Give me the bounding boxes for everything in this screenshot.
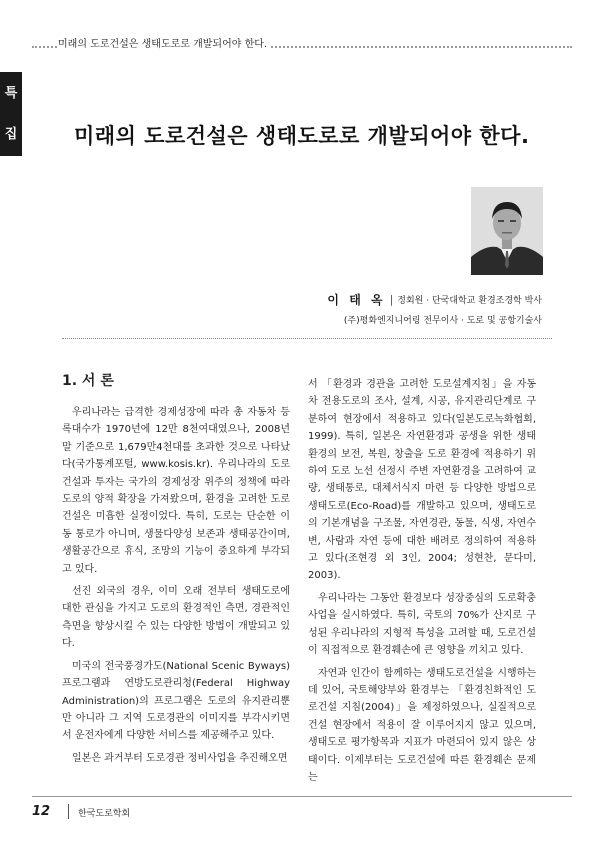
body-paragraph: 우리나라는 급격한 경제성장에 따라 총 자동차 등록대수가 1970년에 12만 8천여대였으나, 2008년 말 기준으로 1,679만4천대를 초과한 것으로 나타났다(국가통계포털, www.kosis.kr). 우리나라의 도로건설과 투자는 국가의 경제성장 위주의 정책에 따라 도로의 양적 확장을 가져왔으며, 환경을 고려한 도로건설은 미흡한 실정이었다. 특히, 도로는 단순한 이동 통로가 아니며, 생물다양성 보존과 생태공간이며, 생활공간으로 휴식, 조망의 기능이 중요하게 부각되고 있다. bbox=[62, 407, 290, 575]
right-column bbox=[308, 376, 536, 791]
left-column bbox=[62, 372, 290, 772]
article-title: 미래의 도로건설은 생태도로로 개발되어야 한다. bbox=[74, 124, 530, 148]
section-heading: 1. 서 론 bbox=[62, 373, 114, 389]
footer-rule bbox=[32, 796, 572, 797]
author-portrait-icon bbox=[471, 187, 543, 275]
body-paragraph: 일본은 과거부터 도로경관 정비사업을 추진해오면 bbox=[72, 752, 288, 764]
page-number: 12 bbox=[32, 804, 51, 819]
author-affiliation-1: 정회원 · 단국대학교 환경조경학 박사 bbox=[397, 296, 542, 306]
side-tab-char-2: 집 bbox=[4, 127, 18, 142]
footer-separator bbox=[68, 804, 69, 819]
running-header-text: 미래의 도로건설은 생태도로로 개발되어야 한다. bbox=[58, 38, 271, 52]
body-paragraph: 우리나라는 그동안 환경보다 성장중심의 도로확충사업을 실시하였다. 특히, 국토의 70%가 산지로 구성된 우리나라의 지형적 특성을 고려할 때, 도로건설이 직접적으로 환경훼손에 큰 영향을 끼치고 있다. bbox=[308, 592, 536, 657]
author-affiliation-2: (주)평화엔지니어링 전무이사 · 도로 및 공항기술사 bbox=[343, 316, 542, 326]
author-name: 이 태 옥 bbox=[327, 293, 386, 307]
title-divider bbox=[62, 338, 552, 339]
author-photo bbox=[471, 187, 543, 275]
author-block bbox=[327, 289, 542, 326]
running-header bbox=[32, 38, 572, 52]
body-paragraph: 서 「환경과 경관을 고려한 도로설계지침」을 자동차 전용도로의 조사, 설계, 시공, 유지관리단계로 구분하여 현장에서 적용하고 있다(일본도로녹화협회, 1999). 특히, 일본은 자연환경과 공생을 위한 생태환경의 보전, 복원, 창출을 도로 환경에 적용하기 위하여 도로 노선 선정시 주변 자연환경을 고려하여 교량, 생태통로, 대체서식지 마련 등 다양한 방법으로 생태도로(Eco-Road)를 개발하고 있으며, 생태도로의 기본개념을 구조물, 자연경관, 동물, 식생, 자연수변, 사람과 자연 등에 대한 배려로 정의하여 적용하고 있다(조현경 외 3인, 2004; 성현찬, 문다미, 2003). bbox=[308, 379, 536, 582]
section-side-tab bbox=[0, 72, 22, 156]
side-tab-char-1: 특 bbox=[4, 86, 18, 101]
body-paragraph: 선진 외국의 경우, 이미 오래 전부터 생태도로에 대한 관심을 가지고 도로의 환경적인 측면, 경관적인 측면을 향상시킬 수 있는 다양한 방법이 개발되고 있다. bbox=[62, 586, 290, 650]
page-footer bbox=[32, 796, 572, 819]
author-separator: | bbox=[389, 293, 394, 306]
journal-name: 한국도로학회 bbox=[78, 809, 131, 819]
body-paragraph: 미국의 전국풍경가도(National Scenic Byways) 프로그램과 연방도로관리청(Federal Highway Administration)의 프로그램은 도로의 유지관리뿐만 아니라 그 지역 도로경관의 이미지를 부각시키면서 운전자에게 다양한 서비스를 제공해주고 있다. bbox=[62, 660, 290, 742]
body-paragraph: 자연과 인간이 함께하는 생태도로건설을 시행하는데 있어, 국토해양부와 환경부는 「환경친화적인 도로건설 지침(2004)」을 제정하였으나, 실질적으로 건설 현장에서 적용이 잘 이루어지지 않고 있으며, 생태도로 평가항목과 지표가 마련되어 있지 않은 상태이다. 이제부터는 도로건설에 따른 환경훼손 문제는 bbox=[308, 667, 536, 783]
